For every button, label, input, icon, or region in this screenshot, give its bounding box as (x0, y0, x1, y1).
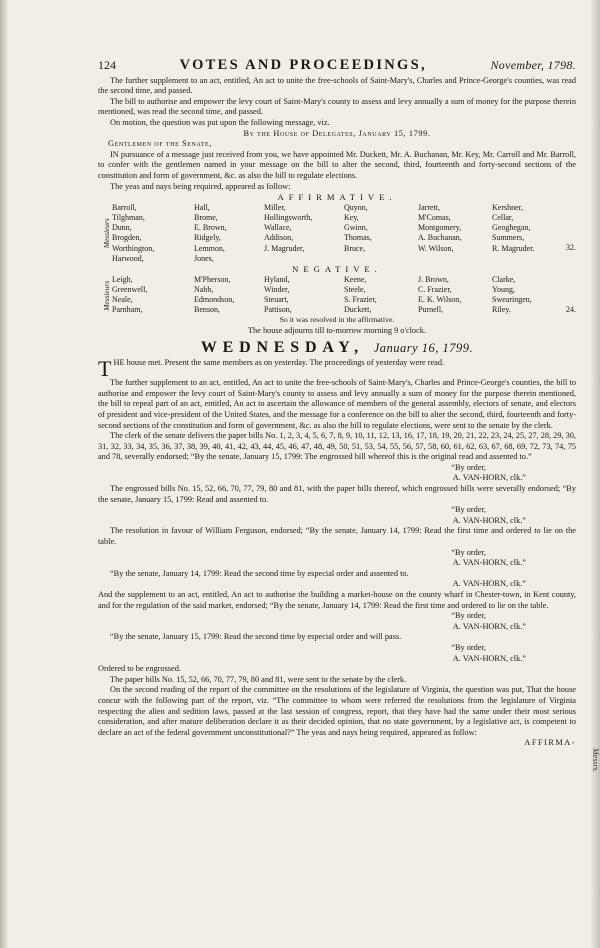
by-order: “By order, (451, 547, 486, 557)
member-name: J. Magruder, (264, 243, 305, 253)
member-name: Brogden, (112, 233, 142, 243)
affirmative-vote-list (102, 203, 576, 264)
messieurs-label: Messieurs (102, 279, 111, 310)
paragraph: The engrossed bills No. 15, 52, 66, 70, 77, 79, 80 and 81, with the paper bills thereof, which engrossed bills were severally endorsed; “By the senate, January 15, 1799: Read and assented to. (98, 484, 576, 504)
clerk-signature: A. VAN-HORN, clk.” (452, 579, 526, 589)
day-name: WEDNESDAY, (200, 338, 364, 356)
salutation: Gentlemen of the Senate, (108, 139, 212, 149)
member-name: Dunn, (112, 223, 132, 233)
member-name: Duckett, (344, 305, 372, 315)
page-gutter (0, 0, 8, 948)
day-date: January 16, 1799. (373, 340, 474, 355)
member-name: Steele, (344, 284, 366, 294)
member-name: Pattison, (264, 305, 292, 315)
clerk-signature: A. VAN-HORN, clk.” (452, 558, 526, 568)
header-date: November, 1798. (490, 58, 576, 72)
member-name: Thomas, (344, 233, 372, 243)
day-heading (98, 338, 576, 356)
member-name: M'Pherson, (194, 274, 231, 284)
negative-total: 24. (566, 304, 576, 314)
member-name: M'Comas, (418, 212, 451, 222)
message-heading: By the House of Delegates, January 15, 1799. (243, 128, 431, 138)
member-name: S. Frazier, (344, 294, 377, 304)
member-name: Hyland, (264, 274, 290, 284)
member-name: C. Frazier, (418, 284, 452, 294)
member-name: Riley. (492, 305, 511, 315)
member-name: Winder, (264, 284, 290, 294)
resolved-line: So it was resolved in the affirmative. (279, 315, 395, 325)
member-name: Cellar, (492, 212, 514, 222)
member-name: Worthington, (112, 243, 155, 253)
negative-vote-list (102, 275, 576, 316)
member-name: Benson, (194, 305, 220, 315)
member-name: Barroll, (112, 202, 137, 212)
yeas-nays-intro: The yeas and nays being required, appeared as follow: (110, 181, 291, 191)
member-name: Parnham, (112, 305, 143, 315)
paragraph: Ordered to be engrossed. (98, 664, 181, 674)
member-name: Quynn, (344, 202, 368, 212)
clerk-signature: A. VAN-HORN, clk.” (452, 653, 526, 663)
member-name: Tilghman, (112, 212, 145, 222)
member-name: Addison, (264, 233, 294, 243)
member-name: Nabb, (194, 284, 214, 294)
member-name: Purnell, (418, 305, 444, 315)
facing-page-edge (590, 0, 600, 948)
clerk-signature: A. VAN-HORN, clk.” (452, 621, 526, 631)
message-body: IN pursuance of a message just received from you, we have appointed Mr. Duckett, Mr. A. Buchanan, Mr. Key, Mr. Carroll and Mr. Barroll, to confer with the gentlemen named in your message on the bill to alter the second, third, fourteenth and forty-second sections of the constitution and form of government, &c. as also the bill to regulate elections. (98, 149, 576, 180)
drop-cap: T (98, 356, 112, 382)
member-name: Hollingsworth, (264, 212, 313, 222)
paragraph: The bill to authorise and empower the levy court of Saint-Mary's county to assess and levy annually a sum of money for the purpose therein mentioned, was read the second time, and passed. (98, 96, 576, 117)
messieurs-label: Messieurs (102, 218, 111, 249)
member-name: Young, (492, 284, 515, 294)
member-name: Wallace, (264, 223, 292, 233)
member-name: W. Wilson, (418, 243, 454, 253)
member-name: Montgomery, (418, 223, 462, 233)
member-name: Jones, (194, 253, 214, 263)
paragraph: The further supplement to an act, entitled, An act to unite the free-schools of Saint-Mary's, Charles and Prince-George's counties, the bill to authorise and empower the levy court of Saint-Mary's county to assess and levy annually a sum of money for the purpose therein mentioned, the bill to repeal part of an act, entitled, An act to ascertain the allowance of members of the general assembly, electors of senate, and electors of president and vice-president of the United States, and the message for a conference on the bill to alter the second, third, fourteenth and forty-second sections of the constitution and form of government, &c. as also the bill to regulate elections, were sent to the senate by the clerk. (98, 378, 576, 430)
member-name: Gwinn, (344, 223, 368, 233)
member-name: Keene, (344, 274, 367, 284)
affirmative-label: AFFIRMATIVE. (277, 192, 397, 203)
paragraph: “By the senate, January 15, 1799: Read the second time by especial order and will pass. (110, 632, 402, 642)
member-name: Kershner, (492, 202, 523, 212)
member-name: Neale, (112, 294, 133, 304)
page-number: 124 (98, 58, 116, 72)
member-name: Summers, (492, 233, 525, 243)
member-name: Swearingen, (492, 294, 532, 304)
member-name: Bruce, (344, 243, 366, 253)
by-order: “By order, (451, 611, 486, 621)
negative-label: NEGATIVE. (292, 263, 382, 274)
member-name: Clarke, (492, 274, 516, 284)
member-name: Brome, (194, 212, 218, 222)
member-name: Hall, (194, 202, 210, 212)
member-name: Edmondson, (194, 294, 235, 304)
clerk-signature: A. VAN-HORN, clk.” (452, 473, 526, 483)
by-order: “By order, (451, 505, 486, 515)
member-name: Geoghegan, (492, 223, 531, 233)
member-name: R. Magruder. (492, 243, 535, 253)
member-name: Miller, (264, 202, 286, 212)
member-name: E. Brown, (194, 223, 227, 233)
member-name: E. K. Wilson, (418, 294, 462, 304)
adjourn-line: The house adjourns till to-morrow morning 9 o'clock. (247, 325, 426, 335)
member-name: Key, (344, 212, 359, 222)
paragraph: “By the senate, January 14, 1799: Read the second time by especial order and assented to. (110, 568, 409, 578)
paragraph-house-met: THE house met. Present the same members as on yesterday. The proceedings of yesterday were read. (98, 356, 445, 382)
member-name: Ridgely, (194, 233, 221, 243)
catchword: AFFIRMA- (524, 738, 576, 748)
paragraph: And the supplement to an act, entitled, An act to authorise the building a market-house on the county wharf in Chester-town, in Kent county, and for the regulation of the said market, endorsed; “By the senate, January 14, 1799: Read the first time and ordered to lie on the table. (98, 590, 576, 610)
running-title: VOTES AND PROCEEDINGS, (179, 57, 427, 73)
affirmative-total: 32. (566, 243, 576, 253)
by-order: “By order, (451, 642, 486, 652)
paragraph: The paper bills No. 15, 52, 66, 70, 77, 79, 80 and 81, were sent to the senate by the clerk. (110, 674, 407, 684)
paragraph: On motion, the question was put upon the following message, viz. (110, 117, 330, 127)
member-name: Steuart, (264, 294, 289, 304)
paragraph: The resolution in favour of William Ferguson, endorsed; “By the senate, January 14, 1799: Read the first time and ordered to lie on the table. (98, 526, 576, 547)
paragraph: On the second reading of the report of the committee on the resolutions of the legislature of Virginia, the question was put, That the house concur with the following part of the report, viz. “The committee to whom were referred the resolutions from the legislature of Virginia respecting the alien and sedition laws, passed at the last session of congress, report, that they have had the same under their most serious consideration, and after mature deliberation declare it as their decided opinion, that no state government, by a legislative act, is competent to declare an act of the federal government unconstitutional?” The yeas and nays being required, appeared as follow: (98, 685, 576, 737)
member-name: Leigh, (112, 274, 133, 284)
paragraph: The further supplement to an act, entitled, An act to unite the free-schools of Saint-Mary's, Charles and Prince-George's counties, was read the second time, and passed. (98, 75, 576, 96)
member-name: A. Buchanan, (418, 233, 462, 243)
member-name: Greenwell, (112, 284, 148, 294)
facing-page-word: Messrs. (591, 748, 600, 773)
member-name: Jarrett, (418, 202, 440, 212)
text-column (98, 57, 576, 749)
member-name: J. Brown, (418, 274, 449, 284)
paragraph: The clerk of the senate delivers the paper bills No. 1, 2, 3, 4, 5, 6, 7, 8, 9, 10, 11, 12, 13, 16, 17, 18, 19, 20, 21, 22, 23, 24, 25, 27, 28, 29, 30, 31, 32, 33, 34, 35, 36, 37, 38, 39, 40, 41, 42, 43, 44, 45, 46, 47, 48, 49, 50, 51, 53, 54, 55, 56, 57, 58, 60, 61, 62, 63, 67, 68, 69, 72, 73, 74, 75 and 78, severally endorsed; “By the senate, January 15, 1799: The engrossed bill whereof this is the original read and assented to.” (98, 431, 576, 462)
by-order: “By order, (451, 462, 486, 472)
member-name: Harwood, (112, 253, 144, 263)
running-header (98, 57, 576, 73)
clerk-signature: A. VAN-HORN, clk.” (452, 515, 526, 525)
member-name: Lemmon, (194, 243, 225, 253)
